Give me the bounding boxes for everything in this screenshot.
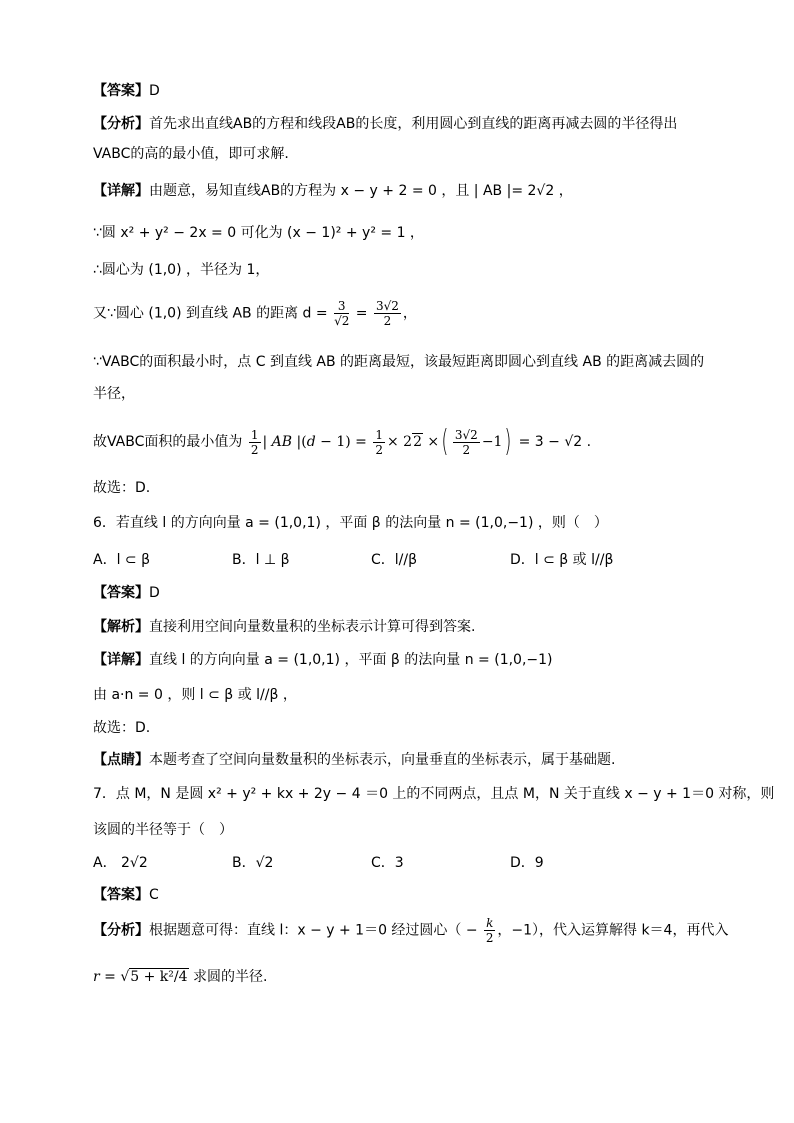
detail-tag: 【详解】 (93, 183, 149, 199)
analysis-tag: 【分析】 (93, 922, 149, 939)
q5-detail-line6: 半径， (93, 386, 135, 402)
q6-option-a: A．l ⊂ β (93, 552, 151, 568)
fraction (334, 300, 349, 327)
q6-detail-line1 (93, 653, 553, 667)
q7-analysis-line1 (93, 917, 728, 944)
detail-tag: 【详解】 (93, 652, 149, 668)
q6-jiexi-line (93, 620, 475, 634)
q5-detail-text1: 由题意，易知直线AB的方程为 x − y + 2 = 0 ，且 | AB |= 2√2 ， (149, 183, 573, 199)
q7-stem-line2: 该圆的半径等于（ ） (93, 822, 233, 838)
q7-analysis1-suffix: ，−1），代入运算解得 k＝4，再代入 (497, 922, 729, 939)
q5-detail-line5: ∵VABC的面积最小时，点 C 到直线 AB 的距离最短，该最短距离即圆心到直线 AB 的距离减去圆的 (93, 354, 705, 370)
q6-dianjing-text: 本题考查了空间向量数量积的坐标表示，向量垂直的坐标表示，属于基础题. (149, 752, 616, 768)
frac-den: √2 (334, 314, 350, 328)
fraction (484, 917, 495, 944)
q5-conclusion: 故选：D. (93, 480, 151, 496)
analysis-tag: 【分析】 (93, 116, 149, 132)
q6-conclusion: 故选：D. (93, 720, 151, 736)
q6-option-d: D．l ⊂ β 或 l//β (510, 552, 614, 568)
q6-answer: D (149, 585, 160, 601)
q7-answer: C (149, 887, 159, 903)
sqrt-body: 5 + k²/4 (130, 969, 188, 985)
q5-answer: D (149, 83, 160, 99)
q6-dianjing-line (93, 753, 615, 767)
q6-jiexi-text: 直接利用空间向量数量积的坐标表示计算可得到答案. (149, 619, 476, 635)
q7-analysis2-suffix: 求圆的半径. (192, 969, 268, 985)
q5-analysis-line2: VABC的高的最小值，即可求解. (93, 146, 289, 162)
q7-option-c: C．3 (371, 855, 404, 871)
q7-stem-line1: 7．点 M，N 是圆 x² + y² + kx + 2y − 4 ＝0 上的不同两点，且点 M，N 关于直线 x − y + 1＝0 对称，则 (93, 786, 775, 802)
sqrt-expression: √5 + k²/4 (120, 969, 188, 985)
dianjing-tag: 【点睛】 (93, 752, 149, 768)
q7-option-b: B．√2 (232, 855, 274, 871)
q5-answer-line (93, 84, 160, 98)
frac-num: k (486, 916, 494, 930)
q7-analysis1-prefix: 根据题意可得：直线 l：x − y + 1＝0 经过圆心（ − (149, 922, 478, 939)
q5-detail7-prefix: 故VABC面积的最小值为 (93, 434, 243, 450)
q6-detail-line2: 由 a·n = 0 ，则 l ⊂ β 或 l//β ， (93, 687, 297, 703)
q6-answer-line (93, 586, 160, 600)
q5-detail-line3: ∴圆心为 (1,0) ，半径为 1， (93, 262, 270, 278)
q5-detail7-suffix: = 3 − √2 . (518, 434, 592, 450)
q5-detail-line7 (93, 424, 592, 459)
answer-tag: 【答案】 (93, 83, 149, 99)
frac-num: 3 (334, 300, 349, 314)
q7-answer-line (93, 888, 159, 902)
q6-option-c: C．l//β (371, 552, 418, 568)
radius-eq: r = (93, 969, 116, 985)
frac-num: 3√2 (375, 299, 399, 313)
q5-detail4-prefix: 又∵圆心 (1,0) 到直线 AB 的距离 d = (93, 305, 328, 322)
frac-den: 2 (383, 314, 392, 328)
q5-analysis-line1 (93, 117, 677, 131)
q6-detail-text1: 直线 l 的方向向量 a = (1,0,1) ，平面 β 的法向量 n = (1,0,−1) (149, 652, 553, 668)
q5-analysis-text1: 首先求出直线AB的方程和线段AB的长度，利用圆心到直线的距离再减去圆的半径得出 (149, 116, 678, 132)
q5-detail-line2: ∵圆 x² + y² − 2x = 0 可化为 (x − 1)² + y² = 1 ， (93, 225, 424, 241)
min-area-formula: $\frac{1}{2}$ | AB |(d − 1) = $\frac{1}{2}$ × 22 ×( $\frac{3√2}{2}$ −1) (250, 424, 512, 459)
fraction (374, 300, 401, 327)
q6-option-b: B．l ⊥ β (232, 552, 290, 568)
q5-detail-line4: 又∵圆心 (1,0) 到直线 AB 的距离 d = $\frac{3}{√2}$ = $\frac{3√2}{2}$ ， (93, 299, 417, 328)
jiexi-tag: 【解析】 (93, 619, 149, 635)
q6-stem: 6．若直线 l 的方向向量 a = (1,0,1) ，平面 β 的法向量 n = (1,0,−1) ，则（ ） (93, 515, 608, 531)
answer-tag: 【答案】 (93, 585, 149, 601)
equals-sign: = (355, 305, 368, 322)
answer-tag: 【答案】 (93, 887, 149, 903)
q7-option-d: D．9 (510, 855, 544, 871)
q7-option-a: A． 2√2 (93, 855, 148, 871)
q5-detail-line1 (93, 184, 573, 198)
frac-den: 2 (485, 931, 494, 945)
q7-analysis-line2 (93, 970, 267, 984)
